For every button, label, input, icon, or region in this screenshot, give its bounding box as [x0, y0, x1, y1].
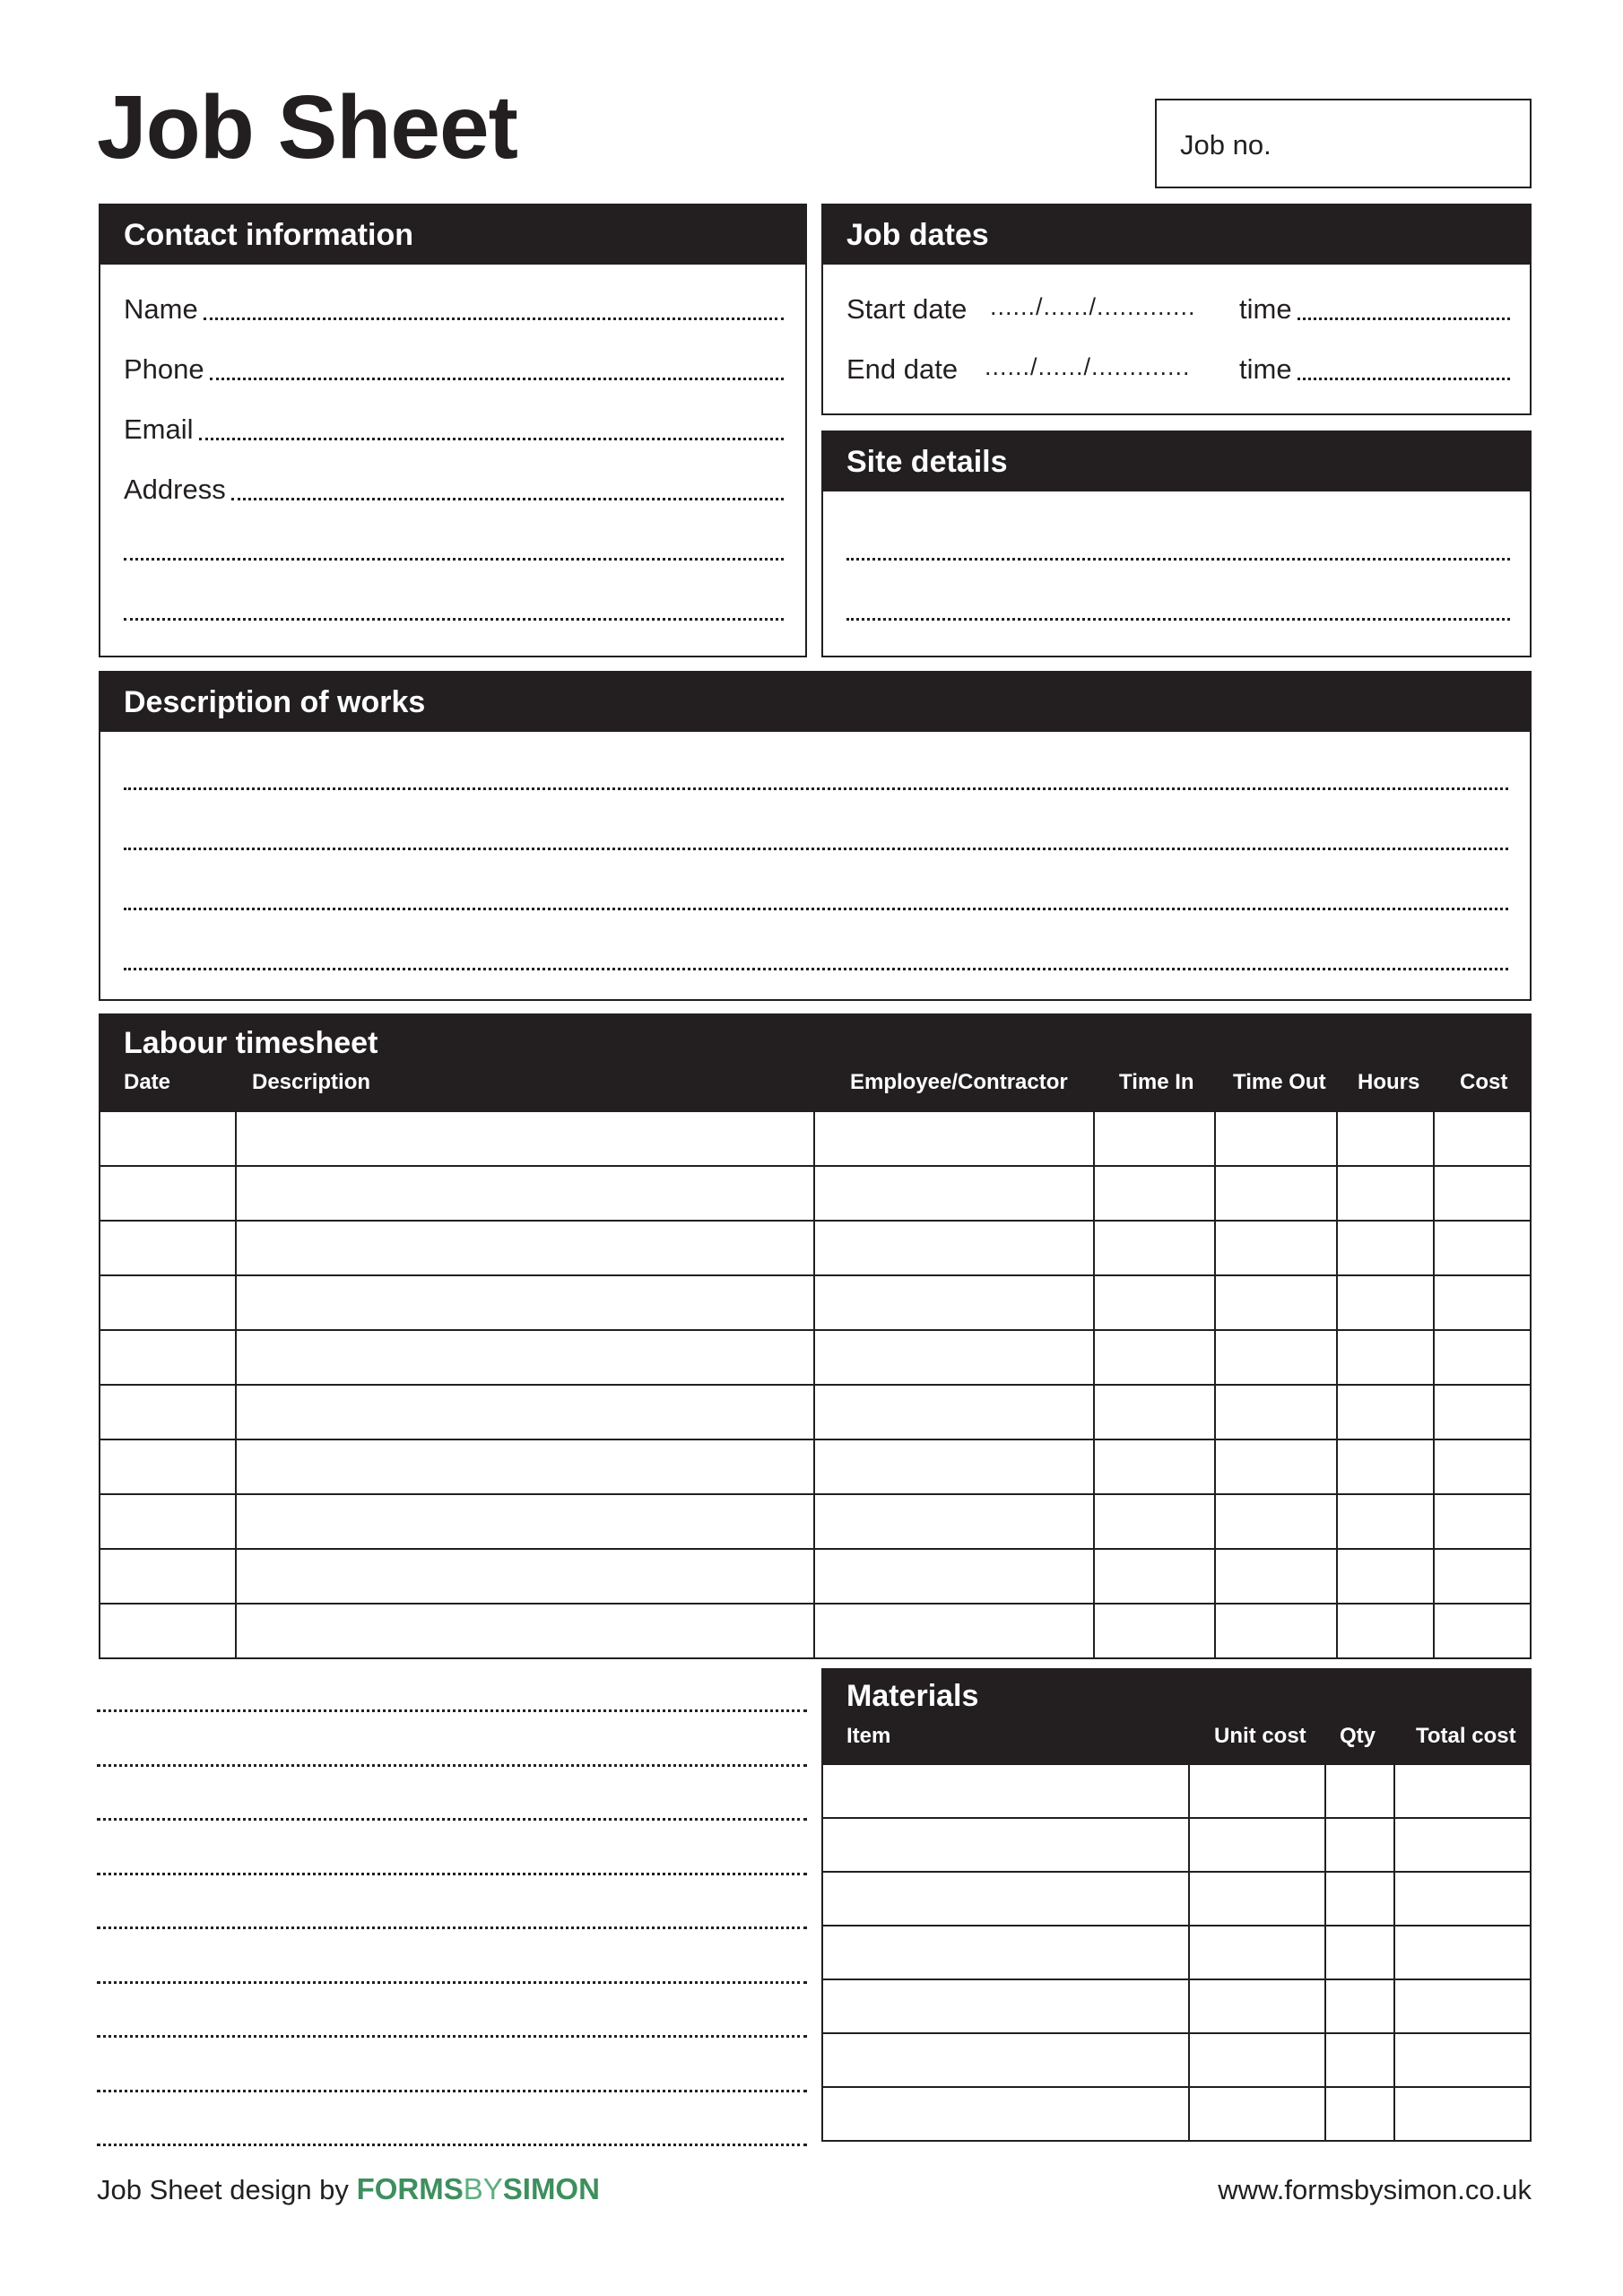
labour-cell[interactable]: [100, 1221, 236, 1275]
labour-col-description: Description: [252, 1070, 371, 1094]
labour-cell[interactable]: [1337, 1330, 1434, 1385]
labour-cell[interactable]: [814, 1604, 1094, 1658]
labour-cell[interactable]: [236, 1221, 814, 1275]
labour-cell[interactable]: [1094, 1330, 1216, 1385]
notes-line[interactable]: [97, 1926, 807, 1929]
job-number-field[interactable]: [1155, 99, 1532, 188]
materials-cell[interactable]: [822, 1818, 1189, 1872]
materials-cell[interactable]: [1394, 1818, 1531, 1872]
labour-cell[interactable]: [1094, 1221, 1216, 1275]
site-details-line-1[interactable]: [846, 558, 1510, 561]
materials-cell[interactable]: [1394, 1979, 1531, 2033]
footer-url[interactable]: www.formsbysimon.co.uk: [1218, 2174, 1532, 2205]
materials-cell[interactable]: [1394, 1926, 1531, 1979]
labour-cell[interactable]: [236, 1275, 814, 1330]
materials-cell[interactable]: [1394, 1872, 1531, 1926]
job-dates-panel: [821, 204, 1532, 415]
materials-row: [822, 2033, 1531, 2087]
labour-cell[interactable]: [1094, 1604, 1216, 1658]
labour-cell[interactable]: [1094, 1494, 1216, 1549]
end-date-label-wrap: [846, 353, 958, 386]
labour-cell[interactable]: [1337, 1385, 1434, 1439]
notes-line[interactable]: [97, 2144, 807, 2146]
labour-col-time-out: Time Out: [1233, 1070, 1326, 1094]
labour-cell[interactable]: [1215, 1549, 1337, 1604]
materials-table: [821, 1763, 1532, 2142]
notes-line[interactable]: [97, 1818, 807, 1821]
labour-cell[interactable]: [1215, 1494, 1337, 1549]
labour-cell[interactable]: [236, 1111, 814, 1166]
labour-timesheet-table: [99, 1110, 1532, 1659]
labour-cell[interactable]: [1215, 1439, 1337, 1494]
start-date-label: Start date: [846, 293, 968, 325]
materials-cell[interactable]: [1189, 1926, 1325, 1979]
labour-cell[interactable]: [100, 1330, 236, 1385]
materials-cell[interactable]: [1189, 1764, 1325, 1818]
description-of-works-header: [100, 673, 1530, 732]
labour-row: [100, 1166, 1531, 1221]
labour-cell[interactable]: [814, 1111, 1094, 1166]
labour-row: [100, 1385, 1531, 1439]
start-date-field[interactable]: ....../....../.............: [990, 293, 1196, 320]
site-details-panel: [821, 430, 1532, 657]
labour-row: [100, 1494, 1531, 1549]
description-of-works-panel: [99, 671, 1532, 1001]
labour-cell[interactable]: [1215, 1166, 1337, 1221]
description-line-3[interactable]: [124, 908, 1508, 910]
labour-col-hours: Hours: [1358, 1070, 1420, 1094]
labour-cell[interactable]: [1094, 1275, 1216, 1330]
labour-row: [100, 1221, 1531, 1275]
labour-cell[interactable]: [1434, 1385, 1531, 1439]
labour-cell[interactable]: [1434, 1604, 1531, 1658]
labour-cell[interactable]: [1215, 1604, 1337, 1658]
contact-information-panel: [99, 204, 807, 657]
notes-line[interactable]: [97, 1981, 807, 1984]
footer-credit: [97, 2172, 600, 2206]
labour-cell[interactable]: [1337, 1275, 1434, 1330]
materials-col-total-cost: Total cost: [1416, 1724, 1516, 1748]
phone-label: Phone: [124, 353, 204, 385]
materials-heading: Materials: [846, 1679, 979, 1713]
materials-cell[interactable]: [1189, 1818, 1325, 1872]
materials-row: [822, 1764, 1531, 1818]
materials-cell[interactable]: [1325, 2033, 1395, 2087]
labour-cell[interactable]: [1094, 1439, 1216, 1494]
labour-col-employee: Employee/Contractor: [850, 1070, 1068, 1094]
materials-cell[interactable]: [1394, 2033, 1531, 2087]
labour-cell[interactable]: [100, 1439, 236, 1494]
address-field[interactable]: [124, 474, 784, 506]
description-line-2[interactable]: [124, 848, 1508, 850]
labour-cell[interactable]: [1215, 1275, 1337, 1330]
labour-cell[interactable]: [814, 1439, 1094, 1494]
job-dates-heading: Job dates: [846, 218, 989, 252]
labour-cell[interactable]: [100, 1166, 236, 1221]
labour-cell[interactable]: [236, 1439, 814, 1494]
end-time-field[interactable]: [1239, 353, 1510, 386]
labour-cell[interactable]: [1434, 1221, 1531, 1275]
job-number-label: Job no.: [1180, 129, 1271, 161]
labour-cell[interactable]: [814, 1166, 1094, 1221]
labour-cell[interactable]: [1337, 1604, 1434, 1658]
address-label: Address: [124, 474, 226, 505]
labour-col-date: Date: [124, 1070, 171, 1094]
end-date-field[interactable]: ....../....../.............: [985, 353, 1191, 380]
contact-information-heading: Contact information: [124, 218, 413, 252]
labour-cell[interactable]: [100, 1494, 236, 1549]
job-dates-header: [823, 205, 1530, 265]
labour-row: [100, 1604, 1531, 1658]
labour-cell[interactable]: [1434, 1549, 1531, 1604]
notes-line[interactable]: [97, 1709, 807, 1712]
labour-cell[interactable]: [100, 1275, 236, 1330]
labour-cell[interactable]: [236, 1549, 814, 1604]
materials-col-qty: Qty: [1340, 1724, 1376, 1748]
labour-cell[interactable]: [236, 1330, 814, 1385]
materials-cell[interactable]: [822, 2033, 1189, 2087]
start-time-field[interactable]: [1239, 293, 1510, 326]
labour-cell[interactable]: [236, 1385, 814, 1439]
materials-row: [822, 2087, 1531, 2141]
labour-timesheet-header: [99, 1013, 1532, 1110]
end-date-label: End date: [846, 353, 959, 385]
materials-cell[interactable]: [822, 1764, 1189, 1818]
materials-cell[interactable]: [1325, 1872, 1395, 1926]
materials-cell[interactable]: [1394, 1764, 1531, 1818]
labour-cell[interactable]: [1434, 1275, 1531, 1330]
notes-line[interactable]: [97, 1764, 807, 1767]
materials-cell[interactable]: [1325, 1818, 1395, 1872]
labour-cell[interactable]: [1337, 1221, 1434, 1275]
materials-col-unit-cost: Unit cost: [1214, 1724, 1306, 1748]
start-date-label-wrap: [846, 293, 967, 326]
labour-cell[interactable]: [100, 1385, 236, 1439]
notes-line[interactable]: [97, 2035, 807, 2038]
labour-col-time-in: Time In: [1119, 1070, 1194, 1094]
labour-cell[interactable]: [1215, 1330, 1337, 1385]
labour-cell[interactable]: [814, 1275, 1094, 1330]
labour-cell[interactable]: [1094, 1111, 1216, 1166]
materials-cell[interactable]: [1325, 1764, 1395, 1818]
labour-cell[interactable]: [1434, 1330, 1531, 1385]
labour-row: [100, 1275, 1531, 1330]
labour-cell[interactable]: [1337, 1439, 1434, 1494]
notes-line[interactable]: [97, 2090, 807, 2092]
labour-timesheet-heading: Labour timesheet: [124, 1026, 378, 1060]
materials-cell[interactable]: [822, 1872, 1189, 1926]
labour-cell[interactable]: [814, 1385, 1094, 1439]
materials-cell[interactable]: [1189, 1979, 1325, 2033]
labour-cell[interactable]: [1337, 1494, 1434, 1549]
description-line-1[interactable]: [124, 787, 1508, 790]
materials-cell[interactable]: [822, 1926, 1189, 1979]
materials-cell[interactable]: [1189, 2087, 1325, 2141]
labour-col-cost: Cost: [1460, 1070, 1508, 1094]
labour-cell[interactable]: [1337, 1549, 1434, 1604]
materials-cell[interactable]: [822, 2087, 1189, 2141]
site-details-line-2[interactable]: [846, 618, 1510, 621]
labour-cell[interactable]: [1094, 1385, 1216, 1439]
page-title: Job Sheet: [97, 77, 517, 178]
materials-row: [822, 1872, 1531, 1926]
materials-cell[interactable]: [1189, 2033, 1325, 2087]
brand-logo: FORMSBYSIMON: [356, 2172, 600, 2205]
labour-cell[interactable]: [100, 1549, 236, 1604]
notes-line[interactable]: [97, 1873, 807, 1875]
start-time-label: time: [1239, 293, 1292, 325]
labour-cell[interactable]: [814, 1494, 1094, 1549]
contact-information-header: [100, 205, 805, 265]
labour-cell[interactable]: [814, 1549, 1094, 1604]
labour-cell[interactable]: [1215, 1111, 1337, 1166]
materials-cell[interactable]: [1325, 2087, 1395, 2141]
labour-cell[interactable]: [1434, 1111, 1531, 1166]
labour-cell[interactable]: [100, 1111, 236, 1166]
labour-cell[interactable]: [1337, 1111, 1434, 1166]
labour-cell[interactable]: [1094, 1549, 1216, 1604]
labour-row: [100, 1439, 1531, 1494]
site-details-header: [823, 432, 1530, 491]
labour-row: [100, 1549, 1531, 1604]
labour-cell[interactable]: [236, 1166, 814, 1221]
phone-field[interactable]: [124, 353, 784, 386]
labour-cell[interactable]: [236, 1494, 814, 1549]
labour-cell[interactable]: [1434, 1166, 1531, 1221]
labour-cell[interactable]: [1215, 1385, 1337, 1439]
labour-cell[interactable]: [236, 1604, 814, 1658]
labour-row: [100, 1111, 1531, 1166]
site-details-heading: Site details: [846, 445, 1008, 479]
end-time-label: time: [1239, 353, 1292, 385]
labour-cell[interactable]: [814, 1221, 1094, 1275]
materials-row: [822, 1926, 1531, 1979]
materials-cell[interactable]: [822, 1979, 1189, 2033]
footer-credit-text: Job Sheet design by: [97, 2174, 349, 2205]
labour-cell[interactable]: [1434, 1439, 1531, 1494]
materials-row: [822, 1818, 1531, 1872]
materials-col-item: Item: [846, 1724, 891, 1748]
description-of-works-heading: Description of works: [124, 685, 426, 719]
description-line-4[interactable]: [124, 968, 1508, 970]
labour-cell[interactable]: [814, 1330, 1094, 1385]
labour-row: [100, 1330, 1531, 1385]
materials-cell[interactable]: [1394, 2087, 1531, 2141]
materials-row: [822, 1979, 1531, 2033]
email-label: Email: [124, 413, 194, 445]
address-line-3[interactable]: [124, 618, 784, 621]
name-field[interactable]: [124, 293, 784, 326]
address-line-2[interactable]: [124, 558, 784, 561]
labour-cell[interactable]: [1337, 1166, 1434, 1221]
labour-cell[interactable]: [1094, 1166, 1216, 1221]
labour-cell[interactable]: [100, 1604, 236, 1658]
name-label: Name: [124, 293, 198, 325]
materials-cell[interactable]: [1189, 1872, 1325, 1926]
materials-header: [821, 1668, 1532, 1763]
labour-cell[interactable]: [1215, 1221, 1337, 1275]
email-field[interactable]: [124, 413, 784, 446]
materials-cell[interactable]: [1325, 1926, 1395, 1979]
materials-cell[interactable]: [1325, 1979, 1395, 2033]
labour-cell[interactable]: [1434, 1494, 1531, 1549]
